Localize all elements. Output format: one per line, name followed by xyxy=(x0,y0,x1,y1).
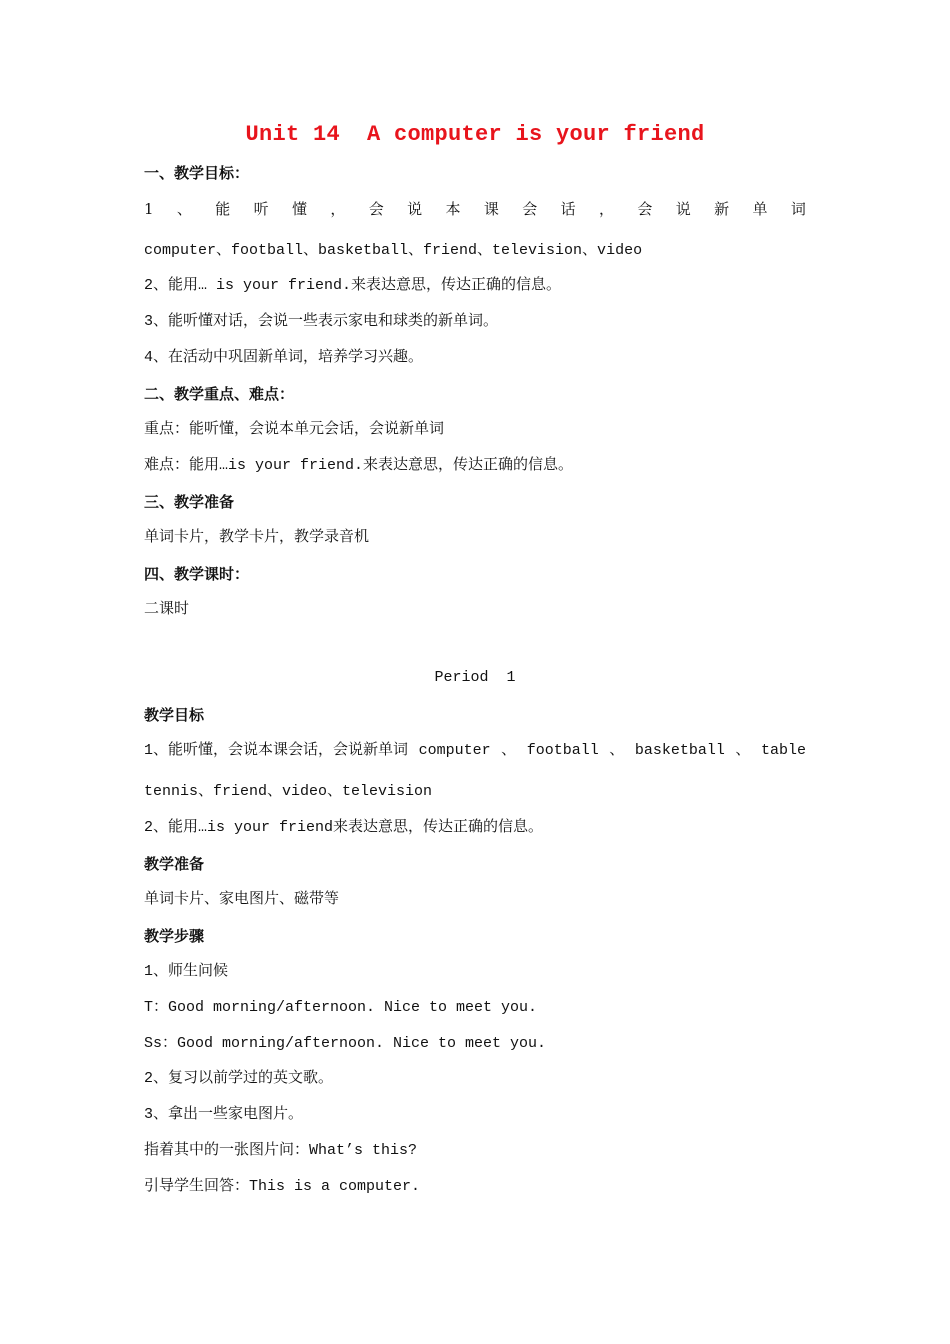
period-prep-heading: 教学准备 xyxy=(144,855,205,873)
goal-char-part: 说 xyxy=(407,200,423,218)
goal-line-3: 3、能听懂对话，会说一些表示家电和球类的新单词。 xyxy=(144,313,499,330)
section-heading-key-points: 二、教学重点、难点： xyxy=(144,385,295,403)
step-3-answer: 引导学生回答：This is a computer. xyxy=(144,1178,421,1195)
step-1-students: Ss：Good morning/afternoon. Nice to meet you. xyxy=(144,1035,547,1052)
goal-char-part: 词 xyxy=(790,200,806,218)
period-goal-part: table xyxy=(760,742,806,759)
goal-char-part: ， xyxy=(599,200,615,218)
period-goal-line-1-words: tennis、friend、video、television xyxy=(144,783,433,800)
period-goal-part: 、 xyxy=(501,742,517,759)
goal-char-part: 本 xyxy=(445,200,461,218)
period-goal-part: computer xyxy=(418,742,491,759)
goal-char-part: 会 xyxy=(368,200,384,218)
goal-line-4: 4、在活动中巩固新单词，培养学习兴趣。 xyxy=(144,349,424,366)
goal-char-part: 能 xyxy=(215,200,231,218)
section-heading-preparation: 三、教学准备 xyxy=(144,493,235,511)
goal-char-part: 听 xyxy=(253,200,269,218)
goal-char-part: 懂 xyxy=(292,200,308,218)
period-goal-line-2: 2、能用…is your friend来表达意思，传达正确的信息。 xyxy=(144,819,544,836)
period-goal-line-1 xyxy=(144,741,806,761)
period-goal-part: 1、能听懂，会说本课会话，会说新单词 xyxy=(144,742,409,759)
section-heading-teaching-goals: 一、教学目标： xyxy=(144,164,250,182)
goal-char-part: 1 xyxy=(144,200,154,218)
goal-char-part: 新 xyxy=(714,200,730,218)
period-goal-part: basketball xyxy=(634,742,725,759)
goal-line-2: 2、能用… is your friend.来表达意思，传达正确的信息。 xyxy=(144,277,562,294)
period-goal-part: 、 xyxy=(609,742,625,759)
step-2: 2、复习以前学过的英文歌。 xyxy=(144,1070,334,1087)
goal-char-part: 课 xyxy=(483,200,499,218)
period-title: Period 1 xyxy=(434,669,516,686)
step-1: 1、师生问候 xyxy=(144,963,229,980)
lesson-hours-line: 二课时 xyxy=(144,601,190,618)
goal-char-part: 单 xyxy=(752,200,768,218)
goal-char-part: 、 xyxy=(176,200,192,218)
period-goal-heading: 教学目标 xyxy=(144,706,205,724)
section-heading-lesson-hours: 四、教学课时： xyxy=(144,565,250,583)
goal-char-part: 会 xyxy=(522,200,538,218)
period-goal-part: football xyxy=(526,742,599,759)
goal-line-1 xyxy=(144,199,806,219)
period-goal-part: 、 xyxy=(735,742,751,759)
goal-char-part: 会 xyxy=(637,200,653,218)
goal-char-part: 说 xyxy=(675,200,691,218)
document-title: Unit 14 A computer is your friend xyxy=(245,122,705,147)
goal-char-part: ， xyxy=(330,200,346,218)
step-3-question: 指着其中的一张图片问：What’s this? xyxy=(144,1142,418,1159)
difficult-point-line: 难点：能用…is your friend.来表达意思，传达正确的信息。 xyxy=(144,457,574,474)
goal-line-1-words: computer、football、basketball、friend、television、video xyxy=(144,242,643,259)
goal-char-part: 话 xyxy=(560,200,576,218)
period-prep-line: 单词卡片、家电图片、磁带等 xyxy=(144,891,340,908)
step-3: 3、拿出一些家电图片。 xyxy=(144,1106,304,1123)
step-1-teacher: T：Good morning/afternoon. Nice to meet you. xyxy=(144,999,538,1016)
preparation-line: 单词卡片，教学卡片，教学录音机 xyxy=(144,529,370,546)
period-steps-heading: 教学步骤 xyxy=(144,927,205,945)
key-point-line: 重点：能听懂，会说本单元会话，会说新单词 xyxy=(144,421,445,438)
